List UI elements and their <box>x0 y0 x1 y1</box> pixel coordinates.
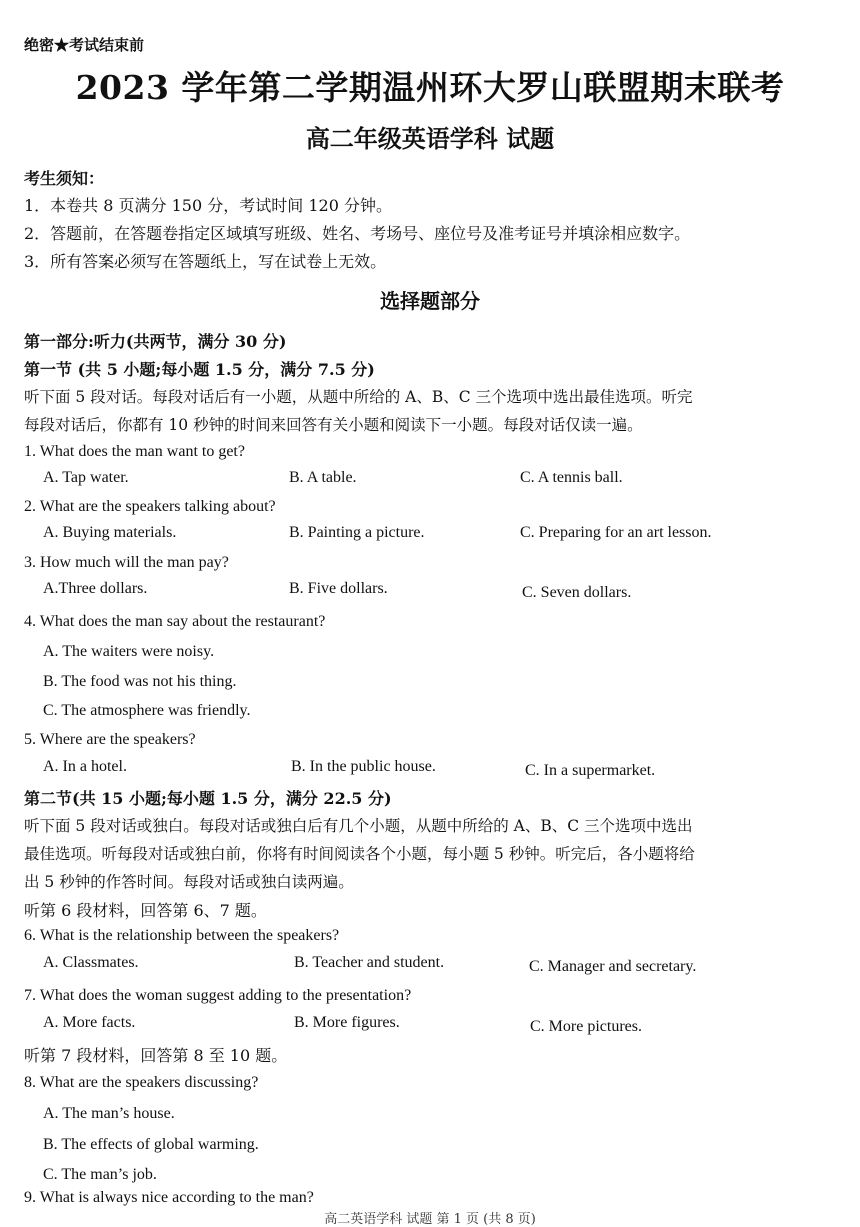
question-9: 9. What is always nice according to the man? <box>24 1189 314 1206</box>
section-title: 选择题部分 <box>380 289 480 313</box>
q3-option-c: C. Seven dollars. <box>522 584 632 601</box>
q5-option-a: A. In a hotel. <box>43 758 127 775</box>
section2-instructions: 出 5 秒钟的作答时间。每段对话或独白读两遍。 <box>24 873 354 891</box>
note-item: 3．所有答案必须写在答题纸上，写在试卷上无效。 <box>24 252 387 271</box>
section2-instructions: 听下面 5 段对话或独白。每段对话或独白后有几个小题，从题中所给的 A、B、C 三个选项中选出 <box>24 817 693 835</box>
q7-option-a: A. More facts. <box>43 1014 136 1031</box>
question-4: 4. What does the man say about the restaurant? <box>24 613 326 630</box>
exam-title: 2023 学年第二学期温州环大罗山联盟期末联考 <box>75 68 785 107</box>
q1-option-c: C. A tennis ball. <box>520 469 623 486</box>
question-6: 6. What is the relationship between the speakers? <box>24 927 340 944</box>
q2-option-a: A. Buying materials. <box>43 524 177 541</box>
section2-heading: 第二节(共 15 小题;每小题 1.5 分，满分 22.5 分) <box>24 789 392 808</box>
q2-option-c: C. Preparing for an art lesson. <box>520 524 712 541</box>
question-1: 1. What does the man want to get? <box>24 443 245 460</box>
q6-option-a: A. Classmates. <box>43 954 139 971</box>
q4-option-b: B. The food was not his thing. <box>43 673 237 690</box>
q7-option-b: B. More figures. <box>294 1014 400 1031</box>
q2-option-b: B. Painting a picture. <box>289 524 425 541</box>
confidential-label: 绝密★考试结束前 <box>24 36 145 54</box>
section1-instructions: 听下面 5 段对话。每段对话后有一小题，从题中所给的 A、B、C 三个选项中选出最佳选项。听完 <box>24 388 693 406</box>
q4-option-c: C. The atmosphere was friendly. <box>43 702 251 719</box>
question-3: 3. How much will the man pay? <box>24 554 229 571</box>
exam-subtitle: 高二年级英语学科 试题 <box>305 124 555 153</box>
section1-instructions: 每段对话后，你都有 10 秒钟的时间来回答有关小题和阅读下一小题。每段对话仅读一遍。 <box>24 416 643 434</box>
q1-option-a: A. Tap water. <box>43 469 129 486</box>
q3-option-a: A.Three dollars. <box>43 580 148 597</box>
q3-option-b: B. Five dollars. <box>289 580 388 597</box>
question-5: 5. Where are the speakers? <box>24 731 196 748</box>
section2-instructions: 最佳选项。听每段对话或独白前，你将有时间阅读各个小题，每小题 5 秒钟。听完后，各小题将给 <box>24 845 695 863</box>
page-footer: 高二英语学科 试题 第 1 页 (共 8 页) <box>324 1212 536 1227</box>
q8-option-c: C. The man’s job. <box>43 1166 157 1183</box>
q1-option-b: B. A table. <box>289 469 357 486</box>
question-2: 2. What are the speakers talking about? <box>24 498 276 515</box>
q8-option-b: B. The effects of global warming. <box>43 1136 259 1153</box>
q6-option-b: B. Teacher and student. <box>294 954 445 971</box>
q8-option-a: A. The man’s house. <box>43 1105 175 1122</box>
material-6-label: 听第 6 段材料，回答第 6、7 题。 <box>24 901 267 920</box>
question-7: 7. What does the woman suggest adding to the presentation? <box>24 987 412 1004</box>
question-8: 8. What are the speakers discussing? <box>24 1074 259 1091</box>
q7-option-c: C. More pictures. <box>530 1018 642 1035</box>
part1-heading: 第一部分:听力(共两节，满分 30 分) <box>24 332 287 351</box>
q4-option-a: A. The waiters were noisy. <box>43 643 215 660</box>
notes-title: 考生须知： <box>24 169 105 188</box>
note-item: 1．本卷共 8 页满分 150 分，考试时间 120 分钟。 <box>24 196 392 215</box>
q5-option-c: C. In a supermarket. <box>525 762 656 779</box>
note-item: 2．答题前，在答题卷指定区域填写班级、姓名、考场号、座位号及准考证号并填涂相应数字。 <box>24 224 691 243</box>
q6-option-c: C. Manager and secretary. <box>529 958 697 975</box>
material-7-label: 听第 7 段材料，回答第 8 至 10 题。 <box>24 1046 288 1065</box>
section1-heading: 第一节 (共 5 小题;每小题 1.5 分，满分 7.5 分) <box>24 360 375 379</box>
q5-option-b: B. In the public house. <box>291 758 436 775</box>
